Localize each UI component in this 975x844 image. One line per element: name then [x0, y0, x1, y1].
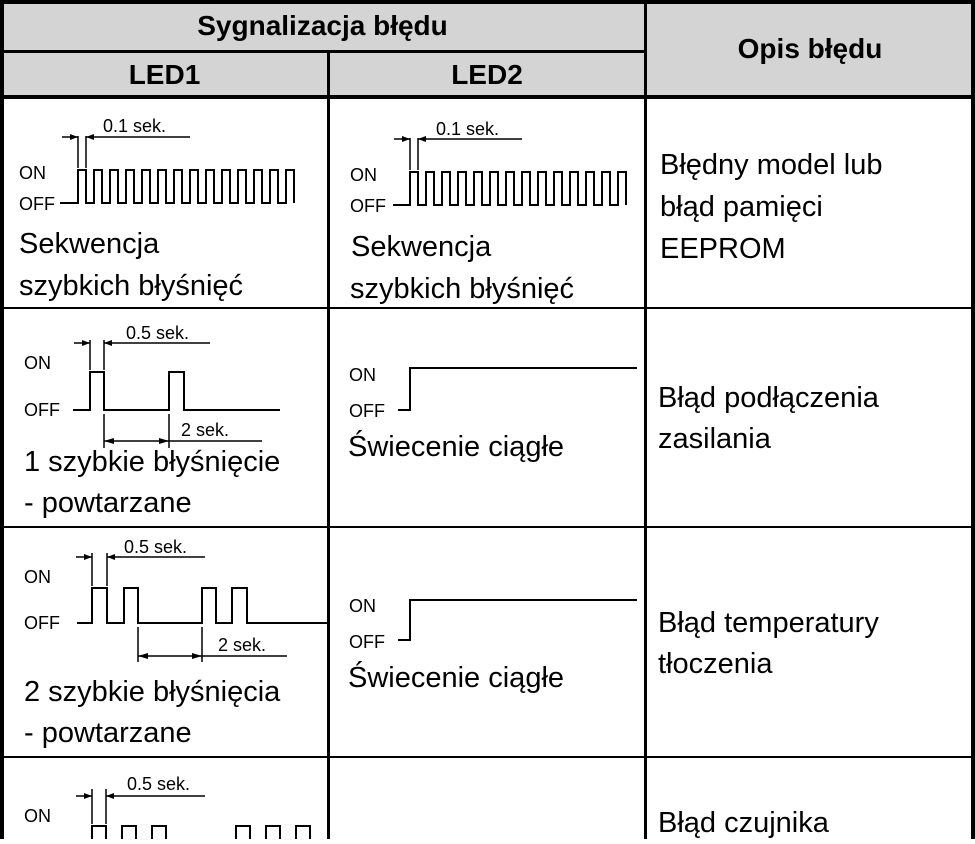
row1-led1-on-label: ON	[19, 163, 46, 183]
row3-led1-timing-a: 0.5 sek.	[124, 537, 188, 557]
row4-led1-on-label: ON	[24, 806, 51, 826]
row2-led2-on-label: ON	[349, 365, 376, 385]
row3-led2-off-label: OFF	[349, 632, 385, 652]
row4-led1-waveform	[92, 826, 310, 839]
row3-led2-on-label: ON	[349, 596, 376, 616]
row1-led2-timing: 0.1 sek.	[436, 119, 500, 139]
row1-led2-on-label: ON	[350, 165, 377, 185]
row1-led1-waveform	[60, 170, 294, 203]
row1-led2-waveform	[393, 172, 626, 205]
row3-led2-waveform	[398, 600, 637, 640]
row1-led1-off-label: OFF	[19, 194, 55, 214]
row3-description-2: tłoczenia	[658, 648, 773, 680]
row1-led1-timing-marks	[62, 136, 190, 168]
row1-led1-caption-2: szybkich błyśnięć	[19, 270, 244, 302]
row2-led1-on-label: ON	[24, 353, 51, 373]
row3-led1-caption-2: - powtarzane	[24, 717, 192, 749]
row2-description-1: Błąd podłączenia	[658, 382, 879, 414]
header-signal-title-text: Sygnalizacja błędu	[197, 10, 448, 41]
header-led1-text: LED1	[128, 58, 201, 90]
row2-led1-waveform	[73, 372, 280, 410]
row1-led2-timing-marks	[394, 138, 522, 170]
row3-led2-caption: Świecenie ciągłe	[348, 662, 565, 694]
row1-description-1: Błędny model lub	[660, 149, 883, 181]
row2-description-2: zasilania	[658, 423, 771, 455]
row2-led2-waveform	[398, 368, 637, 410]
row2-led1-timing-b: 2 sek.	[181, 420, 230, 440]
row1-led2-caption-1: Sekwencja	[351, 231, 492, 263]
header-led2-text: LED2	[451, 58, 523, 90]
row2-led1-caption-1: 1 szybkie błyśnięcie	[24, 446, 281, 478]
row1-description-2: błąd pamięci	[660, 191, 823, 223]
row3-description-1: Błąd temperatury	[658, 607, 879, 639]
row1-led2-caption-2: szybkich błyśnięć	[350, 273, 575, 305]
row2-led1-timing-a: 0.5 sek.	[126, 323, 190, 343]
header-description-text: Opis błędu	[737, 32, 883, 64]
row4-led1-timing-a: 0.5 sek.	[127, 774, 191, 794]
row4-led1-timing-marks	[76, 789, 205, 824]
row1-description-3: EEPROM	[660, 233, 786, 265]
row2-led1-off-label: OFF	[24, 400, 60, 420]
row3-led1-on-label: ON	[24, 567, 51, 587]
row2-led2-caption: Świecenie ciągłe	[348, 431, 565, 463]
row3-led1-off-label: OFF	[24, 613, 60, 633]
row1-led2-off-label: OFF	[350, 196, 386, 216]
row3-led1-waveform	[77, 588, 328, 623]
row3-led1-caption-1: 2 szybkie błyśnięcia	[24, 676, 281, 708]
row1-led1-caption-1: Sekwencja	[19, 228, 160, 260]
row3-led1-timing-b: 2 sek.	[218, 635, 267, 655]
row4-description-1: Błąd czujnika	[658, 807, 829, 839]
row2-led2-off-label: OFF	[349, 401, 385, 421]
row1-led1-timing: 0.1 sek.	[103, 116, 167, 136]
row2-led1-caption-2: - powtarzane	[24, 487, 192, 519]
